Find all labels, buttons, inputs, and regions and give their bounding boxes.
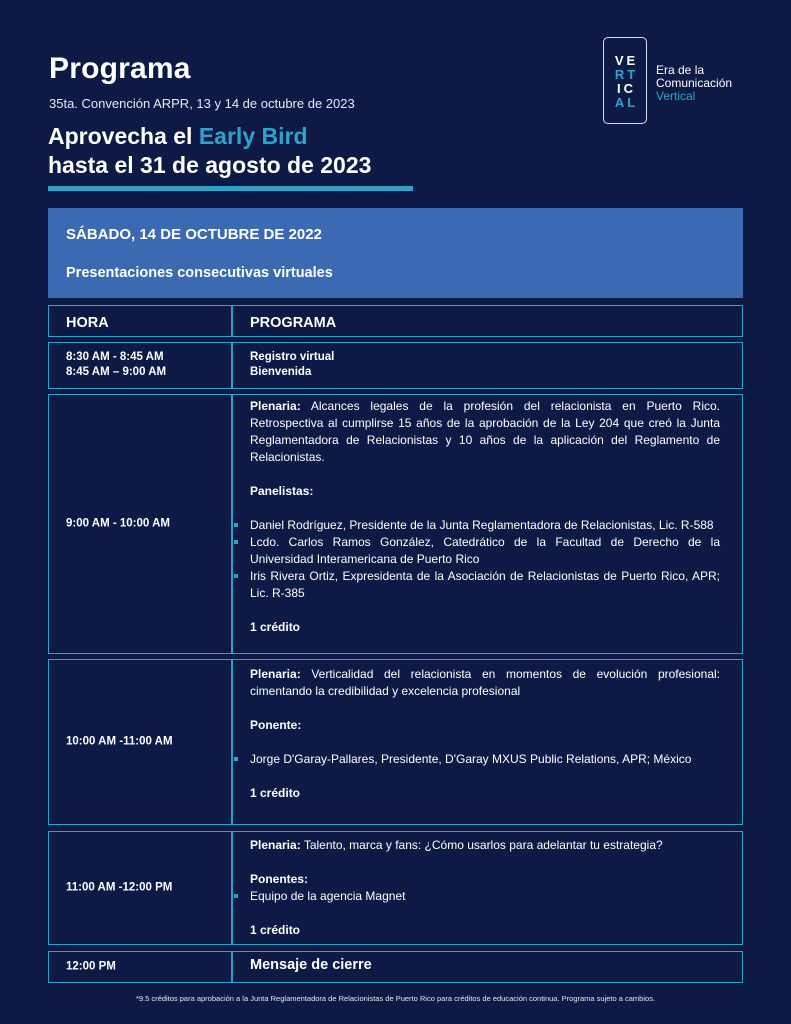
logo-tagline <box>656 64 732 103</box>
section-label: Ponente: <box>250 718 302 732</box>
program-item: Registro virtual <box>250 351 335 363</box>
row-program <box>250 398 720 636</box>
promo-line2: hasta el 31 de agosto de 2023 <box>48 152 372 178</box>
credit-label: 1 crédito <box>250 923 301 937</box>
row-time: 12:00 PM <box>66 960 116 973</box>
logo-letters-row4: AL <box>614 95 639 110</box>
speaker-item: Daniel Rodríguez, Presidente de la Junta Reglamentadora de Relacionistas, Lic. R-588 <box>250 517 720 534</box>
column-separator <box>231 395 233 653</box>
column-separator <box>231 306 233 336</box>
logo-letters-row3: IC <box>617 81 636 96</box>
plenaria-label: Plenaria: <box>250 667 301 681</box>
column-header-program: PROGRAMA <box>250 315 337 331</box>
logo-tagline-line3: Vertical <box>656 89 696 103</box>
section-label: Panelistas: <box>250 484 314 498</box>
row-time: 10:00 AM -11:00 AM <box>66 735 173 748</box>
speaker-item: Iris Rivera Ortiz, Expresidenta de la Asociación de Relacionistas de Puerto Rico, APR; Lic. R-385 <box>250 569 720 600</box>
plenaria-description <box>250 666 720 700</box>
speaker-item: Lcdo. Carlos Ramos González, Catedrático de la Facultad de Derecho de la Universidad Interamericana de Puerto Rico <box>250 535 720 566</box>
promo-highlight: Early Bird <box>198 123 308 149</box>
table-row <box>48 394 743 654</box>
column-separator <box>231 832 233 944</box>
row-time: 11:00 AM -12:00 PM <box>66 881 173 894</box>
row-program <box>250 837 720 939</box>
row-time <box>66 350 166 380</box>
footer-note: *9.5 créditos para aprobación a la Junta Reglamentadora de Relacionistas de Puerto Rico para créditos de educación continua. Programa sujeto a cambios. <box>135 994 656 1003</box>
section-label: Ponentes: <box>250 872 309 886</box>
column-header-time: HORA <box>66 315 109 331</box>
row-time: 9:00 AM - 10:00 AM <box>66 517 170 530</box>
speaker-item: Jorge D'Garay-Pallares, Presidente, D'Garay MXUS Public Relations, APR; México <box>250 751 720 768</box>
early-bird-promo <box>48 122 371 180</box>
plenaria-description <box>250 398 720 466</box>
speaker-item: Equipo de la agencia Magnet <box>250 888 720 905</box>
plenaria-description <box>250 837 720 854</box>
day-subtitle: Presentaciones consecutivas virtuales <box>66 265 333 281</box>
credit-label: 1 crédito <box>250 620 301 634</box>
table-row <box>48 831 743 945</box>
row-program <box>250 666 720 802</box>
logo-letters <box>604 54 646 110</box>
promo-underline <box>48 186 413 191</box>
time-slot: 8:45 AM – 9:00 AM <box>66 366 167 378</box>
promo-prefix: Aprovecha el <box>48 123 199 149</box>
vertical-logo-mark <box>603 37 647 124</box>
credit-label: 1 crédito <box>250 786 301 800</box>
logo-letters-row1: VE <box>614 53 639 68</box>
page-title: Programa <box>49 52 191 85</box>
column-separator <box>231 952 233 982</box>
time-slot: 8:30 AM - 8:45 AM <box>66 351 164 363</box>
table-row <box>48 951 743 983</box>
closing-message: Mensaje de cierre <box>250 957 372 973</box>
column-separator <box>231 660 233 824</box>
plenaria-label: Plenaria: <box>250 399 301 413</box>
plenaria-text: Alcances legales de la profesión del relacionista en Puerto Rico. Retrospectiva al cumplirse 15 años de la aprobación de la Ley 204 que creó la Junta Reglamentadora de Relacionistas y 10 años de la aplicación del Reglamento de Relacionistas. <box>250 399 720 464</box>
logo-tagline-line2: Comunicación <box>656 76 733 90</box>
logo-tagline-line1: Era de la <box>656 63 705 77</box>
plenaria-label: Plenaria: <box>250 838 301 852</box>
row-program <box>250 350 720 380</box>
table-row <box>48 342 743 389</box>
page-subtitle: 35ta. Convención ARPR, 13 y 14 de octubre de 2023 <box>49 96 355 111</box>
plenaria-text: Verticalidad del relacionista en momentos de evolución profesional: cimentando la credibilidad y excelencia profesional <box>250 667 720 698</box>
column-separator <box>231 343 233 388</box>
program-item: Bienvenida <box>250 366 312 378</box>
table-header-row <box>48 305 743 337</box>
day-header <box>48 208 743 298</box>
logo-letters-row2: RT <box>614 67 639 82</box>
table-row <box>48 659 743 825</box>
plenaria-text: Talento, marca y fans: ¿Cómo usarlos para adelantar tu estrategia? <box>300 838 663 852</box>
day-title: SÁBADO, 14 DE OCTUBRE DE 2022 <box>66 226 322 243</box>
